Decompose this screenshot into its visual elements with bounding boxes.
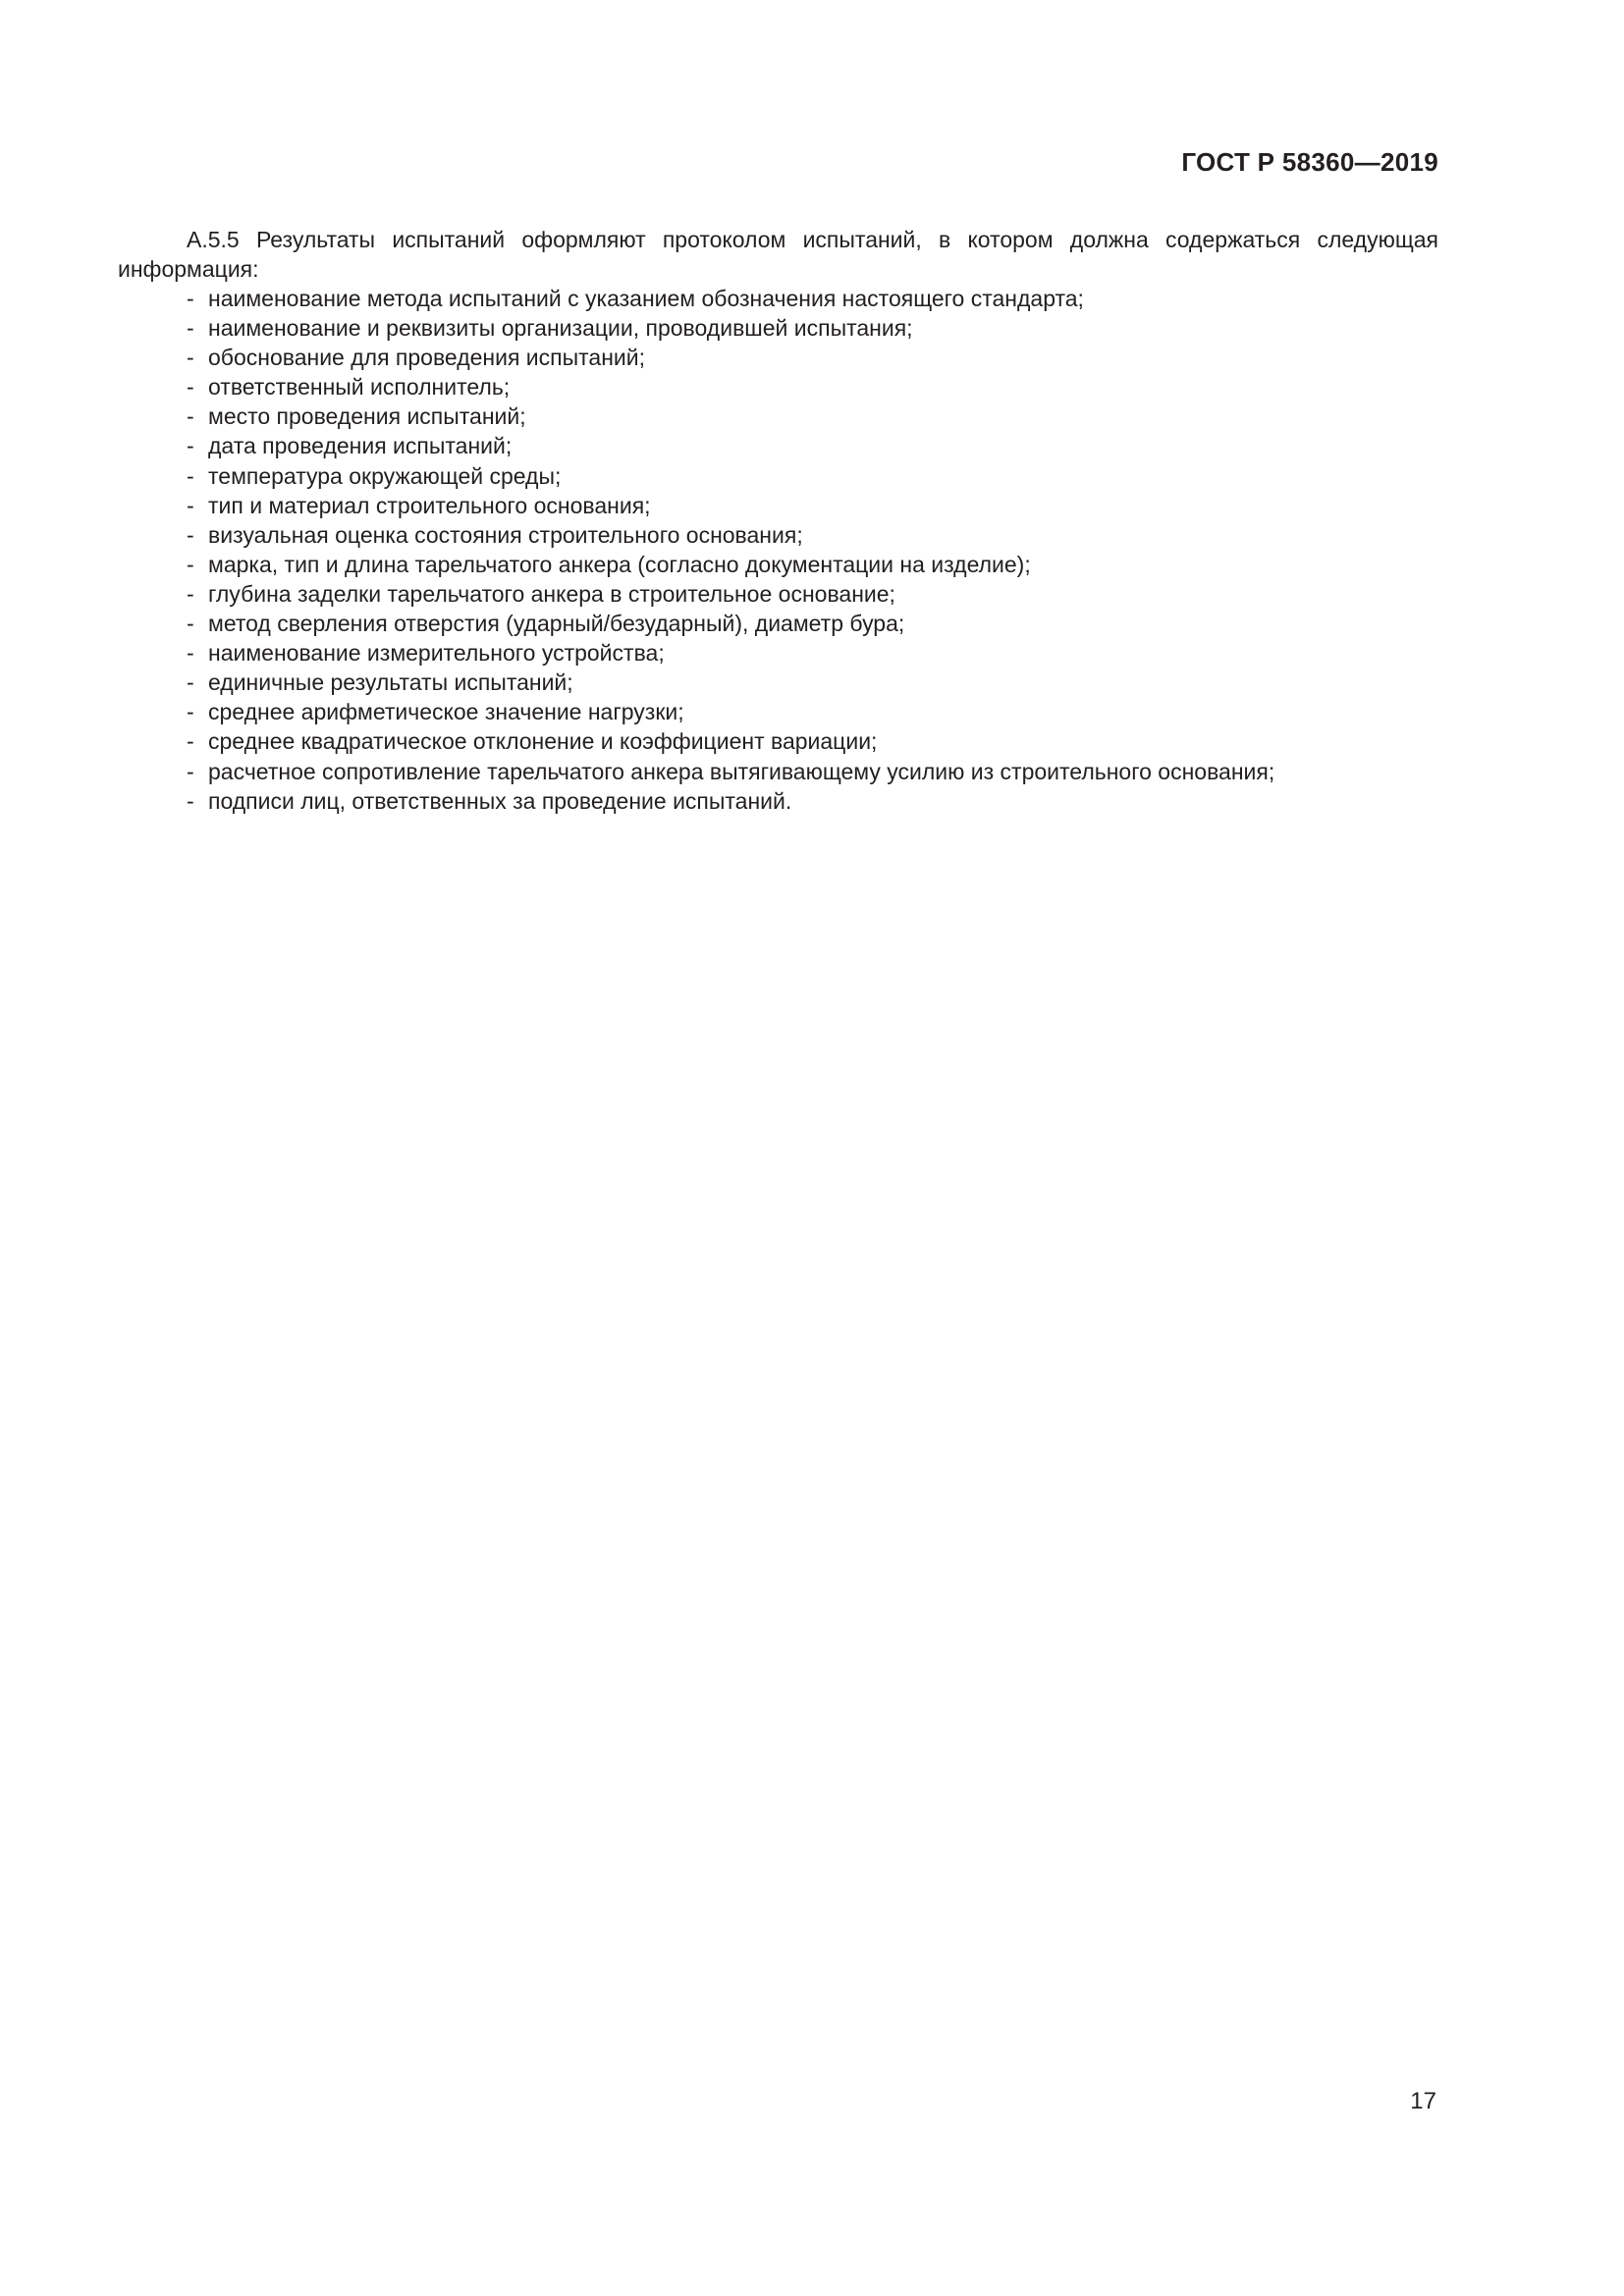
list-item-text: обоснование для проведения испытаний; — [208, 345, 645, 371]
list-item — [118, 757, 1438, 786]
list-dash: - — [187, 374, 194, 400]
list-item — [118, 579, 1438, 609]
list-item-text: наименование и реквизиты организации, проводившей испытания; — [208, 315, 913, 342]
list-item — [118, 372, 1438, 401]
list-item-text: расчетное сопротивление тарельчатого анкера вытягивающему усилию из строительного основания; — [208, 758, 1275, 784]
list-item — [118, 609, 1438, 638]
list-dash: - — [187, 315, 194, 342]
list-dash: - — [187, 403, 194, 430]
list-dash: - — [187, 640, 194, 667]
list-dash: - — [187, 345, 194, 371]
list-item-text: единичные результаты испытаний; — [208, 669, 573, 696]
list-item-text: наименование метода испытаний с указанием обозначения настоящего стандарта; — [208, 286, 1084, 311]
list-item-text: марка, тип и длина тарельчатого анкера (согласно документации на изделие); — [208, 551, 1031, 577]
list-dash: - — [187, 728, 194, 755]
list-item — [118, 786, 1438, 816]
section-a-5-5 — [118, 225, 1438, 816]
list-item-text: глубина заделки тарельчатого анкера в строительное основание; — [208, 580, 895, 607]
list-item — [118, 697, 1438, 726]
list-item-text: дата проведения испытаний; — [208, 433, 513, 459]
list-item-text: визуальная оценка состояния строительного основания; — [208, 521, 803, 548]
list-dash: - — [187, 521, 194, 548]
list-dash: - — [187, 669, 194, 696]
list-item-text: среднее арифметическое значение нагрузки; — [208, 699, 684, 725]
list-item — [118, 520, 1438, 550]
list-dash: - — [187, 580, 194, 607]
list-dash: - — [187, 492, 194, 518]
list-item — [118, 726, 1438, 756]
list-item-text: температура окружающей среды; — [208, 462, 562, 489]
list-item-text: среднее квадратическое отклонение и коэффициент вариации; — [208, 728, 878, 755]
list-item-text: наименование измерительного устройства; — [208, 640, 665, 667]
list-item — [118, 638, 1438, 667]
list-item — [118, 284, 1438, 313]
list-item — [118, 343, 1438, 372]
list-dash: - — [187, 758, 194, 784]
requirements-list — [118, 284, 1438, 816]
list-dash: - — [187, 433, 194, 459]
list-item — [118, 401, 1438, 431]
list-item-text: тип и материал строительного основания; — [208, 492, 651, 518]
list-dash: - — [187, 286, 194, 311]
list-item — [118, 461, 1438, 491]
document-code-header: ГОСТ Р 58360—2019 — [1181, 147, 1438, 177]
list-dash: - — [187, 462, 194, 489]
list-dash: - — [187, 551, 194, 577]
list-item — [118, 667, 1438, 697]
list-item-text: место проведения испытаний; — [208, 403, 526, 430]
section-intro-paragraph: А.5.5 Результаты испытаний оформляют протоколом испытаний, в котором должна содержаться следующая информация: — [118, 227, 1438, 282]
list-dash: - — [187, 787, 194, 814]
list-item-text: ответственный исполнитель; — [208, 374, 511, 400]
page-number: 17 — [1410, 2088, 1436, 2114]
list-item — [118, 491, 1438, 520]
list-item-text: метод сверления отверстия (ударный/безударный), диаметр бура; — [208, 611, 905, 637]
list-item-text: подписи лиц, ответственных за проведение испытаний. — [208, 787, 792, 814]
list-dash: - — [187, 699, 194, 725]
list-item — [118, 431, 1438, 460]
list-item — [118, 550, 1438, 579]
list-dash: - — [187, 611, 194, 637]
list-item — [118, 313, 1438, 343]
